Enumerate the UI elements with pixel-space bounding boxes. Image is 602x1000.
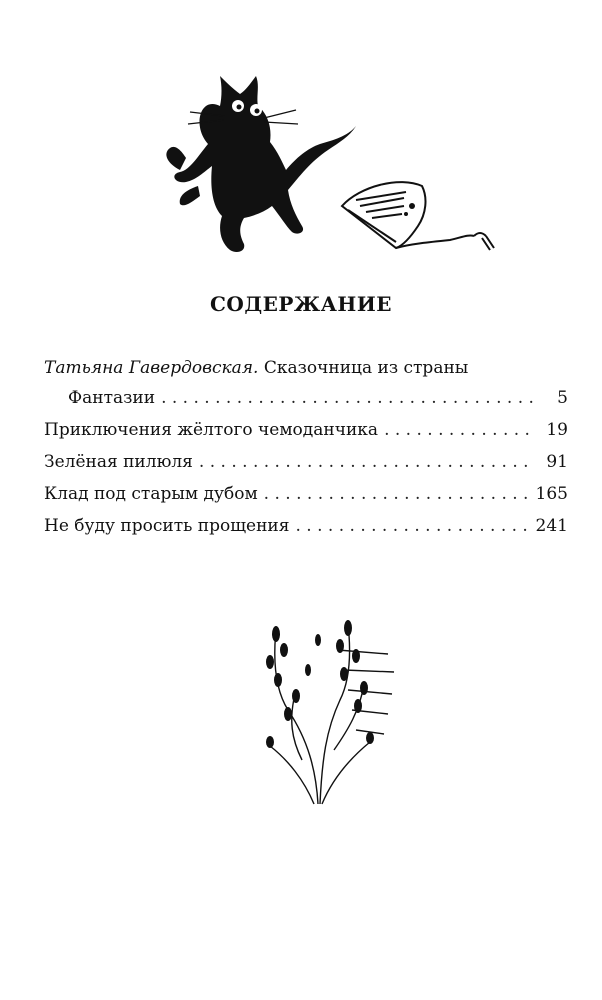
toc-page-number: 5 (557, 388, 568, 408)
toc-entry (44, 414, 568, 446)
toc-page-number: 165 (535, 484, 568, 504)
plant-sprig-illustration (248, 610, 398, 806)
toc-entry-intro (44, 352, 568, 382)
toc-page-number: 19 (546, 420, 568, 440)
toc-leader-dots (161, 382, 534, 414)
table-of-contents (44, 352, 568, 542)
toc-entry (44, 478, 568, 510)
page-title: СОДЕРЖАНИЕ (210, 292, 392, 316)
toc-title: Приключения жёлтого чемоданчика (44, 420, 379, 440)
toc-entry (44, 446, 568, 478)
toc-author: Татьяна Гавердовская. (44, 358, 259, 378)
toc-page-number: 91 (546, 452, 568, 472)
toc-leader-dots (199, 446, 534, 478)
toc-title: Сказочница из страны (258, 358, 469, 378)
toc-entry (44, 510, 568, 542)
toc-title: Фантазии (68, 388, 156, 408)
toc-leader-dots (264, 478, 530, 510)
toc-leader-dots (295, 510, 529, 542)
toc-title: Зелёная пилюля (44, 452, 193, 472)
toc-leader-dots (384, 414, 534, 446)
toc-title: Клад под старым дубом (44, 484, 258, 504)
toc-title: Не буду просить прощения (44, 516, 290, 536)
cat-and-iron-illustration (160, 66, 500, 266)
toc-page-number: 241 (535, 516, 568, 536)
toc-entry-intro-continued (44, 382, 568, 414)
